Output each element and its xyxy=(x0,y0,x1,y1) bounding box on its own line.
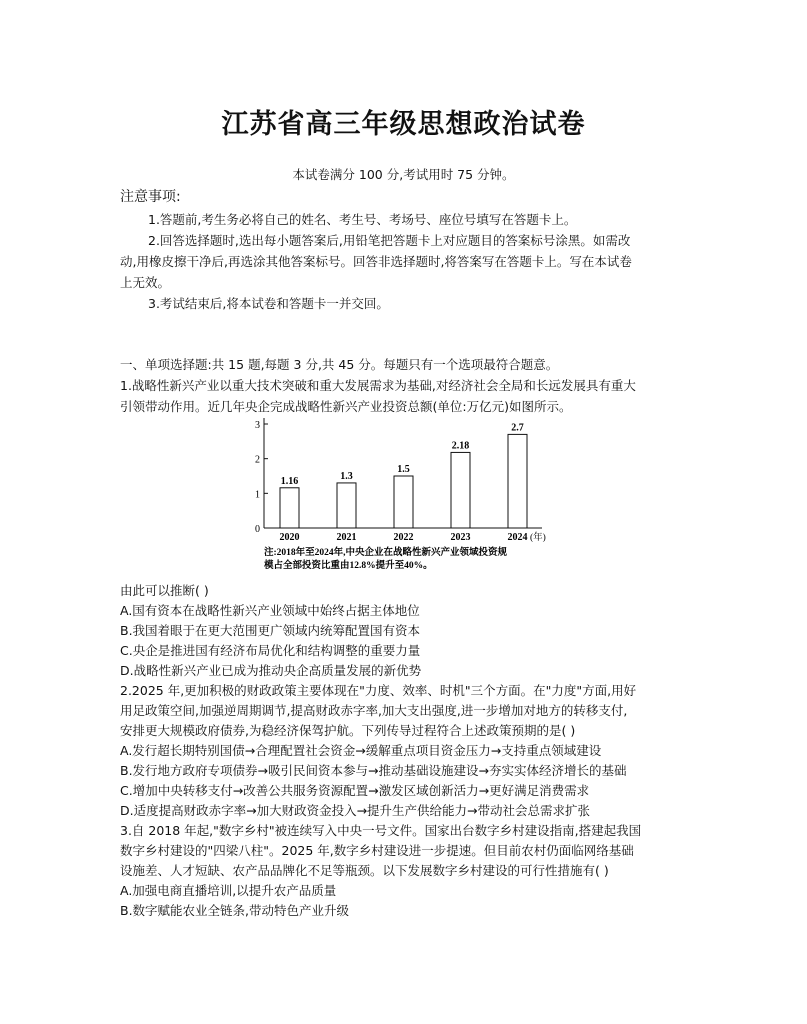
bar xyxy=(508,434,527,528)
option-d: D.适度提高财政赤字率→加大财政资金投入→提升生产供给能力→带动社会总需求扩张 xyxy=(120,803,591,818)
question-stem: 引领带动作用。近几年央企完成战略性新兴产业投资总额(单位:万亿元)如图所示。 xyxy=(120,399,572,414)
y-tick-label: 2 xyxy=(255,454,260,466)
page-title: 江苏省高三年级思想政治试卷 xyxy=(221,109,586,140)
y-tick-label: 1 xyxy=(255,489,260,501)
bar-value-label: 2.7 xyxy=(511,422,524,434)
note-item: 2.回答选择题时,选出每小题答案后,用铅笔把答题卡上对应题目的答案标号涂黑。如需改 xyxy=(148,233,631,248)
bar xyxy=(451,452,470,528)
bar-value-label: 1.5 xyxy=(397,464,410,475)
y-tick-label: 3 xyxy=(255,420,260,431)
note-item: 3.考试结束后,将本试卷和答题卡一并交回。 xyxy=(148,296,389,311)
question-stem: 2.2025 年,更加积极的财政政策主要体现在"力度、效率、时机"三个方面。在"力度"方面,用好 xyxy=(120,683,637,698)
option-b: B.发行地方政府专项债券→吸引民间资本参与→推动基础设施建设→夯实实体经济增长的基础 xyxy=(120,763,627,778)
option-a: A.国有资本在战略性新兴产业领域中始终占据主体地位 xyxy=(120,603,420,618)
x-axis-unit: (年) xyxy=(530,533,546,543)
option-a: A.加强电商直播培训,以提升农产品质量 xyxy=(120,883,337,898)
question-stem: 1.战略性新兴产业以重大技术突破和重大发展需求为基础,对经济社会全局和长远发展具有重大 xyxy=(120,378,636,393)
option-a: A.发行超长期特别国债→合理配置社会资金→缓解重点项目资金压力→支持重点领域建设 xyxy=(120,743,602,758)
option-b: B.我国着眼于在更大范围更广领域内统筹配置国有资本 xyxy=(120,623,421,638)
chart-note: 注:2018年至2024年,中央企业在战略性新兴产业领域投资规 xyxy=(264,548,508,558)
chart-note: 模占全部投资比重由12.8%提升至40%。 xyxy=(264,561,433,571)
investment-bar-chart xyxy=(252,416,552,576)
bar xyxy=(394,476,413,528)
exam-duration-note: 本试卷满分 100 分,考试用时 75 分钟。 xyxy=(292,167,515,182)
bar xyxy=(280,488,299,528)
option-d: D.战略性新兴产业已成为推动央企高质量发展的新优势 xyxy=(120,663,422,678)
x-tick-label: 2024 xyxy=(507,532,528,543)
question-stem: 3.自 2018 年起,"数字乡村"被连续写入中央一号文件。国家出台数字乡村建设指南,搭建起我国 xyxy=(120,823,642,838)
question-prompt: 由此可以推断( ) xyxy=(120,583,209,598)
x-tick-label: 2020 xyxy=(279,532,300,543)
notes-heading: 注意事项: xyxy=(120,189,181,205)
section-heading: 一、单项选择题:共 15 题,每题 3 分,共 45 分。每题只有一个选项最符合题意。 xyxy=(120,357,559,372)
question-stem: 安排更大规模政府债券,为稳经济保驾护航。下列传导过程符合上述政策预期的是( ) xyxy=(120,723,576,738)
bar-value-label: 1.3 xyxy=(340,470,353,482)
question-stem: 设施差、人才短缺、农产品品牌化不足等瓶颈。以下发展数字乡村建设的可行性措施有( ) xyxy=(120,863,609,878)
x-tick-label: 2022 xyxy=(393,532,414,543)
question-stem: 用足政策空间,加强逆周期调节,提高财政赤字率,加大支出强度,进一步增加对地方的转移支付, xyxy=(120,703,628,718)
question-stem: 数字乡村建设的"四梁八柱"。2025 年,数字乡村建设进一步提速。但目前农村仍面临网络基础 xyxy=(120,843,634,858)
x-tick-label: 2023 xyxy=(450,532,471,543)
note-item: 上无效。 xyxy=(120,275,171,290)
option-c: C.增加中央转移支付→改善公共服务资源配置→激发区域创新活力→更好满足消费需求 xyxy=(120,783,590,798)
x-tick-label: 2021 xyxy=(336,532,357,543)
option-c: C.央企是推进国有经济布局优化和结构调整的重要力量 xyxy=(120,643,421,658)
bar-value-label: 1.16 xyxy=(280,475,299,487)
bar xyxy=(337,483,356,528)
note-item: 1.答题前,考生务必将自己的姓名、考生号、考场号、座位号填写在答题卡上。 xyxy=(148,212,577,227)
y-tick-label: 0 xyxy=(255,524,260,535)
option-b: B.数字赋能农业全链条,带动特色产业升级 xyxy=(120,903,350,918)
bar-value-label: 2.18 xyxy=(451,440,470,452)
note-item: 动,用橡皮擦干净后,再选涂其他答案标号。回答非选择题时,将答案写在答题卡上。写在本试卷 xyxy=(120,254,632,269)
